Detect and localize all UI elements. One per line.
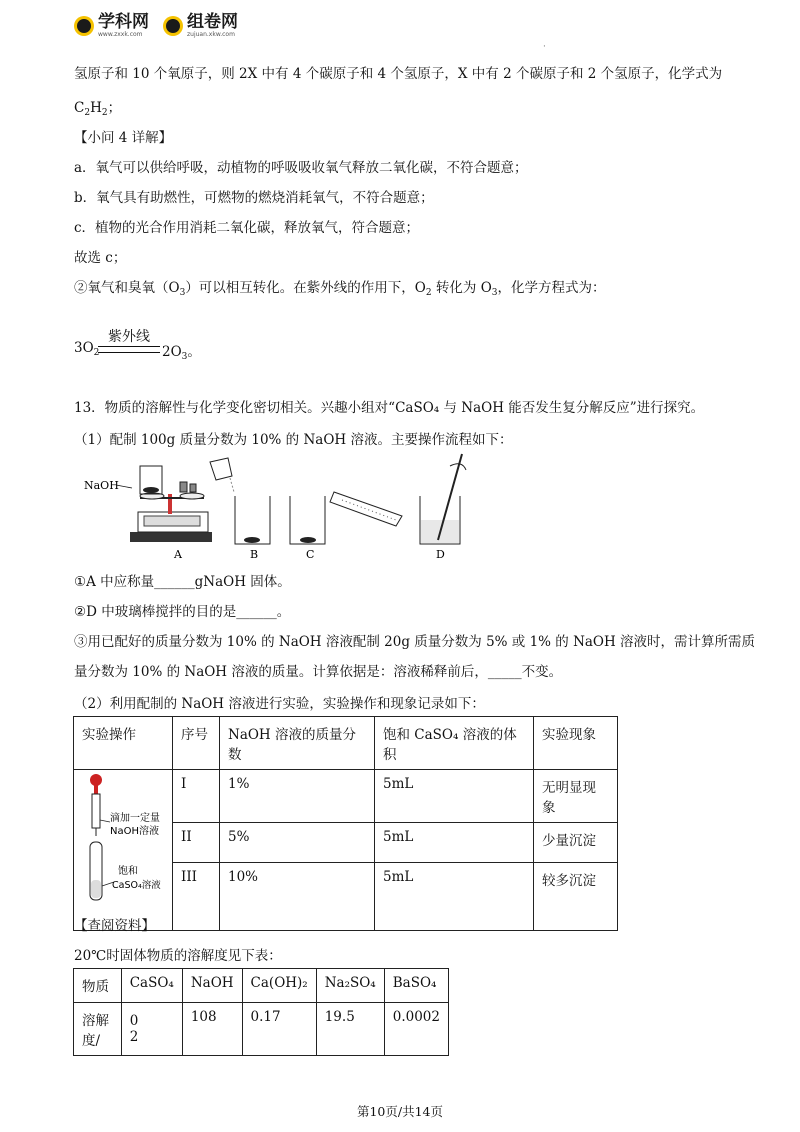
table-header-row (74, 969, 449, 1003)
table-cell: 19.5 (316, 1003, 384, 1056)
apparatus-figure (80, 452, 480, 562)
label-drop: 滴加一定量 (110, 813, 160, 824)
figure-label-c: C (306, 548, 315, 561)
header-cell: 物质 (74, 969, 122, 1003)
header-cell: 序号 (173, 717, 220, 770)
text-line: b．氧气具有助燃性，可燃物的燃烧消耗氧气，不符合题意； (74, 190, 434, 206)
table-cell: II (173, 823, 220, 863)
subquestion-3-line1: ③用已配好的质量分数为 10% 的 NaOH 溶液配制 20g 质量分数为 5% 或 1% 的 NaOH 溶液时，需计算所需质 (74, 634, 756, 650)
table-cell: 1% (220, 770, 375, 823)
section-heading: 【小问 4 详解】 (74, 130, 173, 146)
header-cell: 饱和 CaSO₄ 溶液的体积 (375, 717, 534, 770)
table-cell: 溶解度/ (74, 1003, 122, 1056)
table-row (74, 1003, 449, 1056)
measuring-cylinder (330, 492, 402, 526)
header-cell: Ca(OH)₂ (242, 969, 316, 1003)
table-cell: 0.0002 (384, 1003, 448, 1056)
chemical-equation (74, 326, 214, 366)
text-line: ②氧气和臭氧$(O_3)$可以相互转化。在紫外线的作用下，$O_2$ 转化为 $O_3$，化学方程式为： (74, 280, 606, 298)
table-cell: 0 2 (121, 1003, 182, 1056)
page-footer: 第10页/共14页 (356, 1104, 444, 1119)
text-line: 故选 c； (74, 250, 127, 266)
label-caso4: CaSO₄溶液 (112, 880, 161, 891)
table-cell: 较多沉淀 (534, 863, 618, 931)
beaker-c (290, 496, 325, 544)
table-cell: 5% (220, 823, 375, 863)
experiment-table (73, 716, 618, 931)
operation-diagram-cell (74, 770, 173, 931)
header-cell: Na₂SO₄ (316, 969, 384, 1003)
figure-label-d: D (436, 548, 445, 561)
label-naoh: NaOH溶液 (110, 826, 159, 837)
figure-label-a: A (174, 548, 182, 561)
question-13-part1: （1）配制 100g 质量分数为 10% 的 NaOH 溶液。主要操作流程如下： (74, 432, 513, 448)
question-13-intro: 13．物质的溶解性与化学变化密切相关。兴趣小组对“CaSO₄ 与 NaOH 能否发生复分解反应”进行探究。 (74, 400, 705, 416)
logo-name: 组卷网 (187, 12, 238, 32)
table-cell: I (173, 770, 220, 823)
reference-description: 20℃时固体物质的溶解度见下表： (74, 948, 282, 964)
logo-name: 学科网 (98, 12, 149, 32)
logo-xuekewang[interactable] (74, 14, 149, 38)
reference-heading: 【查阅资料】 (74, 918, 155, 934)
decor-dot: · (543, 42, 546, 52)
table-cell: 0.17 (242, 1003, 316, 1056)
table-row (74, 770, 618, 823)
header-logos (74, 14, 238, 38)
logo-url: www.zxxk.com (98, 31, 143, 38)
text-line: $C_2H_2$； (74, 100, 122, 118)
header-cell: 实验现象 (534, 717, 618, 770)
question-13-part2: （2）利用配制的 NaOH 溶液进行实验，实验操作和现象记录如下： (74, 696, 485, 712)
equation-double-line (98, 346, 160, 353)
table-cell: 10% (220, 863, 375, 931)
header-cell: BaSO₄ (384, 969, 448, 1003)
header-cell: CaSO₄ (121, 969, 182, 1003)
header-cell: 实验操作 (74, 717, 173, 770)
figure-label-b: B (250, 548, 259, 561)
table-cell: 108 (182, 1003, 242, 1056)
dropper-test-tube-figure (74, 770, 172, 908)
subquestion-2: ②D 中玻璃棒搅拌的目的是______。 (74, 604, 291, 620)
table-cell: 5mL (375, 770, 534, 823)
header-cell: NaOH (182, 969, 242, 1003)
table-cell: 5mL (375, 863, 534, 931)
subquestion-1: ①A 中应称量______gNaOH 固体。 (74, 574, 291, 590)
subquestion-3-line2: 量分数为 10% 的 NaOH 溶液的质量。计算依据是：溶液稀释前后，_____不变。 (74, 664, 563, 680)
beaker-b (210, 458, 270, 544)
header-cell: NaOH 溶液的质量分数 (220, 717, 375, 770)
table-cell: 少量沉淀 (534, 823, 618, 863)
logo-zujuanwang[interactable] (163, 14, 238, 38)
beaker-d-stirring (420, 454, 466, 544)
label-saturated: 饱和 (118, 866, 138, 877)
logo-url: zujuan.xkw.com (187, 31, 235, 38)
text-line: a．氧气可以供给呼吸，动植物的呼吸吸收氧气释放二氧化碳，不符合题意； (74, 160, 528, 176)
table-cell: III (173, 863, 220, 931)
text-line: c．植物的光合作用消耗二氧化碳，释放氧气，符合题意； (74, 220, 420, 236)
table-header-row (74, 717, 618, 770)
table-cell: 无明显现象 (534, 770, 618, 823)
figure-label-naoh: NaOH (84, 479, 119, 492)
solubility-table (73, 968, 449, 1056)
equation-left: $3O_2$ (74, 340, 100, 358)
equation-condition: 紫外线 (108, 329, 150, 345)
text-line: 氢原子和 10 个氧原子，则 2X 中有 4 个碳原子和 4 个氢原子，X 中有 2 个碳原子和 2 个氢原子，化学式为 (74, 66, 723, 82)
logo-icon (74, 16, 94, 36)
equation-right: $2O_3$。 (162, 344, 201, 362)
balance-scale (130, 466, 212, 542)
logo-icon (163, 16, 183, 36)
table-cell: 5mL (375, 823, 534, 863)
